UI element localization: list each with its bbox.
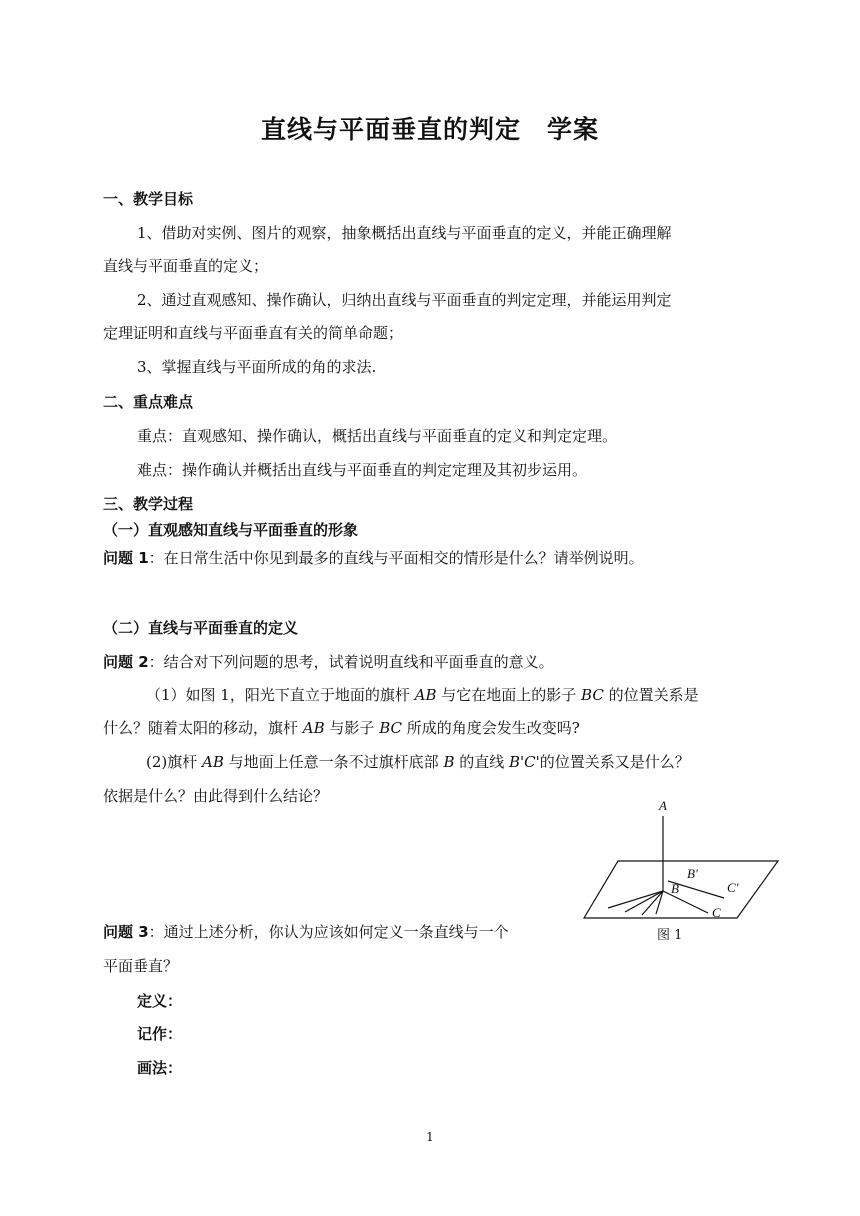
text-run: 什么？随着太阳的移动，旗杆: [103, 719, 303, 737]
point-b: B: [443, 753, 455, 771]
goal-1-line-1: 1、借助对实例、图片的观察，抽象概括出直线与平面垂直的定义，并能正确理解: [137, 224, 672, 242]
process-heading: 三、教学过程: [103, 495, 194, 513]
question-1-label: 问题 1: [103, 549, 149, 567]
text-run: 所成的角度会发生改变吗?: [401, 719, 580, 737]
question-3-label: 问题 3: [103, 923, 149, 941]
label-b: B: [671, 881, 679, 896]
key-heading: 二、重点难点: [103, 393, 194, 411]
question-2-part-2-line-1: [146, 751, 690, 773]
text-run: 的位置关系是: [603, 686, 699, 704]
key-point: 重点：直观感知、操作确认，概括出直线与平面垂直的定义和判定定理。: [137, 427, 618, 445]
text-run: （1）如图 1，阳光下直立于地面的旗杆: [146, 686, 415, 704]
segment-ab: AB: [302, 719, 325, 737]
notation-label: 记作：: [137, 1025, 183, 1043]
question-1: [103, 547, 644, 569]
segment-b-prime-c-prime: B'C': [509, 753, 540, 771]
goal-2-line-1: 2、通过直观感知、操作确认，归纳出直线与平面垂直的判定定理，并能运用判定: [137, 291, 672, 309]
question-2: [103, 651, 554, 673]
definition-label: 定义：: [137, 992, 183, 1010]
question-2-part-2-line-2: 依据是什么？由此得到什么结论？: [103, 787, 329, 805]
subsection-2-heading: （二）直线与平面垂直的定义: [103, 619, 299, 637]
page-number: 1: [426, 1130, 434, 1144]
subsection-1-heading: （一）直观感知直线与平面垂直的形象: [103, 521, 359, 539]
text-run: 的位置关系又是什么？: [539, 753, 690, 771]
figure-caption: 图 1: [657, 928, 683, 943]
question-3-text: ：通过上述分析，你认为应该如何定义一条直线与一个: [148, 923, 509, 941]
label-c: C: [712, 905, 721, 920]
question-3-line-2: 平面垂直？: [103, 957, 179, 975]
label-a: A: [659, 798, 667, 813]
page-title: 直线与平面垂直的判定 学案: [260, 115, 599, 144]
label-c-prime: C': [727, 880, 739, 895]
figure-1: [580, 798, 785, 948]
goal-1-line-2: 直线与平面垂直的定义；: [103, 257, 269, 275]
figure-1-diagram: [580, 798, 785, 948]
segment-bc: BC: [581, 686, 604, 704]
question-3-line-1: [103, 921, 509, 943]
question-2-label: 问题 2: [103, 653, 149, 671]
question-2-text: ：结合对下列问题的思考，试着说明直线和平面垂直的意义。: [148, 653, 554, 671]
question-1-text: ：在日常生活中你见到最多的直线与平面相交的情形是什么？请举例说明。: [148, 549, 644, 567]
goals-heading: 一、教学目标: [103, 190, 194, 208]
text-run: 的直线: [454, 753, 510, 771]
text-run: 与它在地面上的影子: [436, 686, 582, 704]
difficult-point: 难点：操作确认并概括出直线与平面垂直的判定定理及其初步运用。: [137, 461, 588, 479]
shadow-bc: [663, 891, 708, 913]
text-run: (2)旗杆: [146, 753, 203, 771]
ground-plane: [584, 861, 778, 918]
goal-2-line-2: 定理证明和直线与平面垂直有关的简单命题；: [103, 324, 404, 342]
question-2-part-1-line-1: [146, 684, 699, 706]
label-b-prime: B': [687, 866, 698, 881]
drawing-label: 画法：: [137, 1059, 183, 1077]
question-2-part-1-line-2: [103, 717, 580, 739]
ground-line: [608, 891, 663, 908]
goal-3: 3、掌握直线与平面所成的角的求法.: [137, 358, 377, 376]
segment-bc: BC: [379, 719, 402, 737]
segment-ab: AB: [202, 753, 224, 771]
text-run: 与影子: [324, 719, 380, 737]
text-run: 与地面上任意一条不过旗杆底部: [223, 753, 444, 771]
segment-ab: AB: [414, 686, 437, 704]
